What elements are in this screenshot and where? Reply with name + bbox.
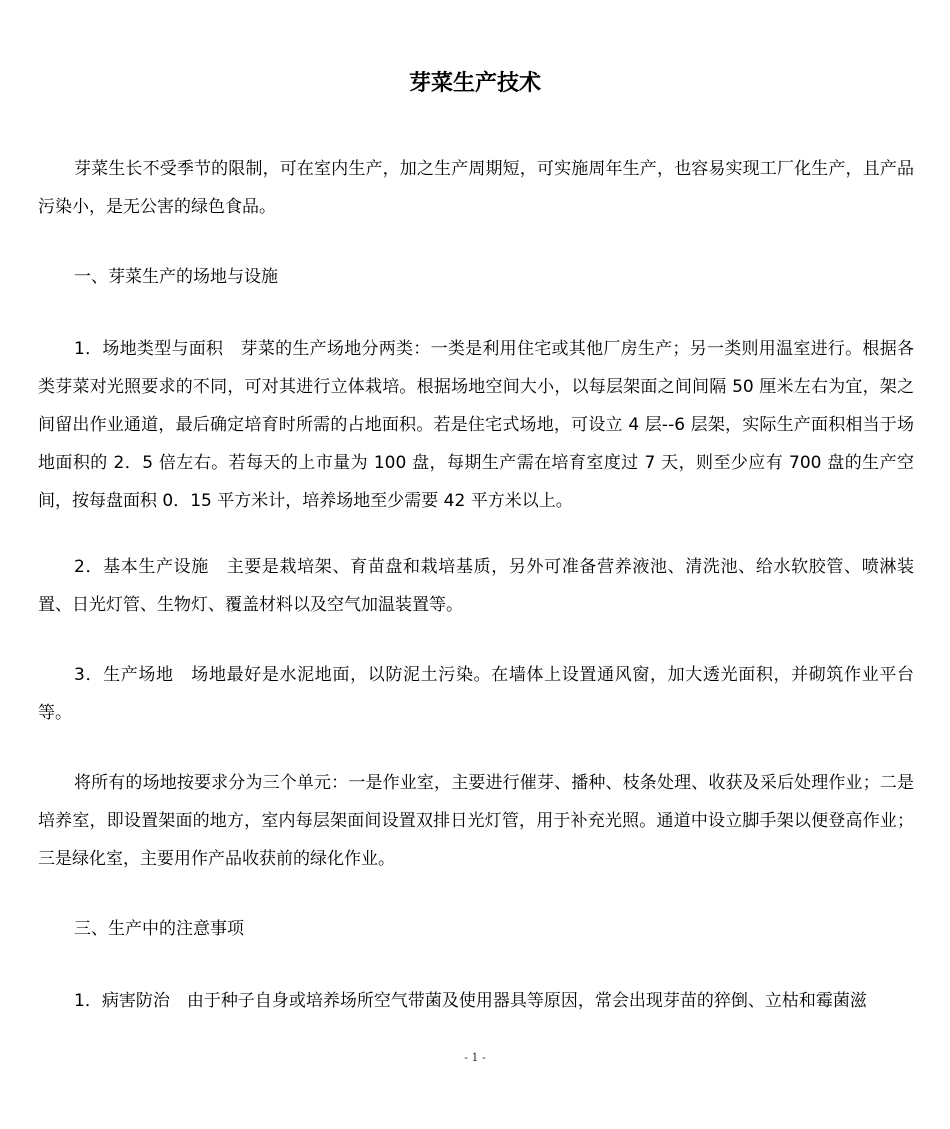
paragraph-production-site: 3．生产场地 场地最好是水泥地面，以防泥土污染。在墙体上设置通风窗，加大透光面积，并砌筑作业平台等。	[38, 665, 914, 723]
page-title: 芽菜生产技术	[408, 71, 541, 96]
paragraph-three-units: 将所有的场地按要求分为三个单元：一是作业室，主要进行催芽、播种、枝条处理、收获及采后处理作业；二是培养室，即设置架面的地方，室内每层架面间设置双排日光灯管，用于补充光照。通道中设立脚手架以便登高作业；三是绿化室，主要用作产品收获前的绿化作业。	[38, 773, 914, 869]
paragraph-disease-control: 1．病害防治 由于种子自身或培养场所空气带菌及使用器具等原因，常会出现芽苗的猝倒、立枯和霉菌滋	[74, 991, 867, 1011]
section-heading-precautions: 三、生产中的注意事项	[74, 919, 244, 939]
page-number: - 1 -	[464, 1051, 486, 1064]
paragraph-site-type-area: 1．场地类型与面积 芽菜的生产场地分两类：一类是利用住宅或其他厂房生产；另一类则用温室进行。根据各类芽菜对光照要求的不同，可对其进行立体栽培。根据场地空间大小，以每层架面之间间隔 50 厘米左右为宜，架之间留出作业通道，最后确定培育时所需的占地面积。若是住宅式场地，可设立 4 层--6 层架，实际生产面积相当于场地面积的 2．5 倍左右。若每天的上市量为 100 盘，每期生产需在培育室度过 7 天，则至少应有 700 盘的生产空间，按每盘面积 0．15 平方米计，培养场地至少需要 42 平方米以上。	[38, 339, 914, 511]
intro-paragraph: 芽菜生长不受季节的限制，可在室内生产，加之生产周期短，可实施周年生产，也容易实现工厂化生产，且产品污染小，是无公害的绿色食品。	[38, 159, 914, 217]
paragraph-basic-facilities: 2．基本生产设施 主要是栽培架、育苗盘和栽培基质，另外可准备营养液池、清洗池、给水软胶管、喷淋装置、日光灯管、生物灯、覆盖材料以及空气加温装置等。	[38, 557, 914, 615]
section-heading-facilities: 一、芽菜生产的场地与设施	[74, 267, 278, 287]
